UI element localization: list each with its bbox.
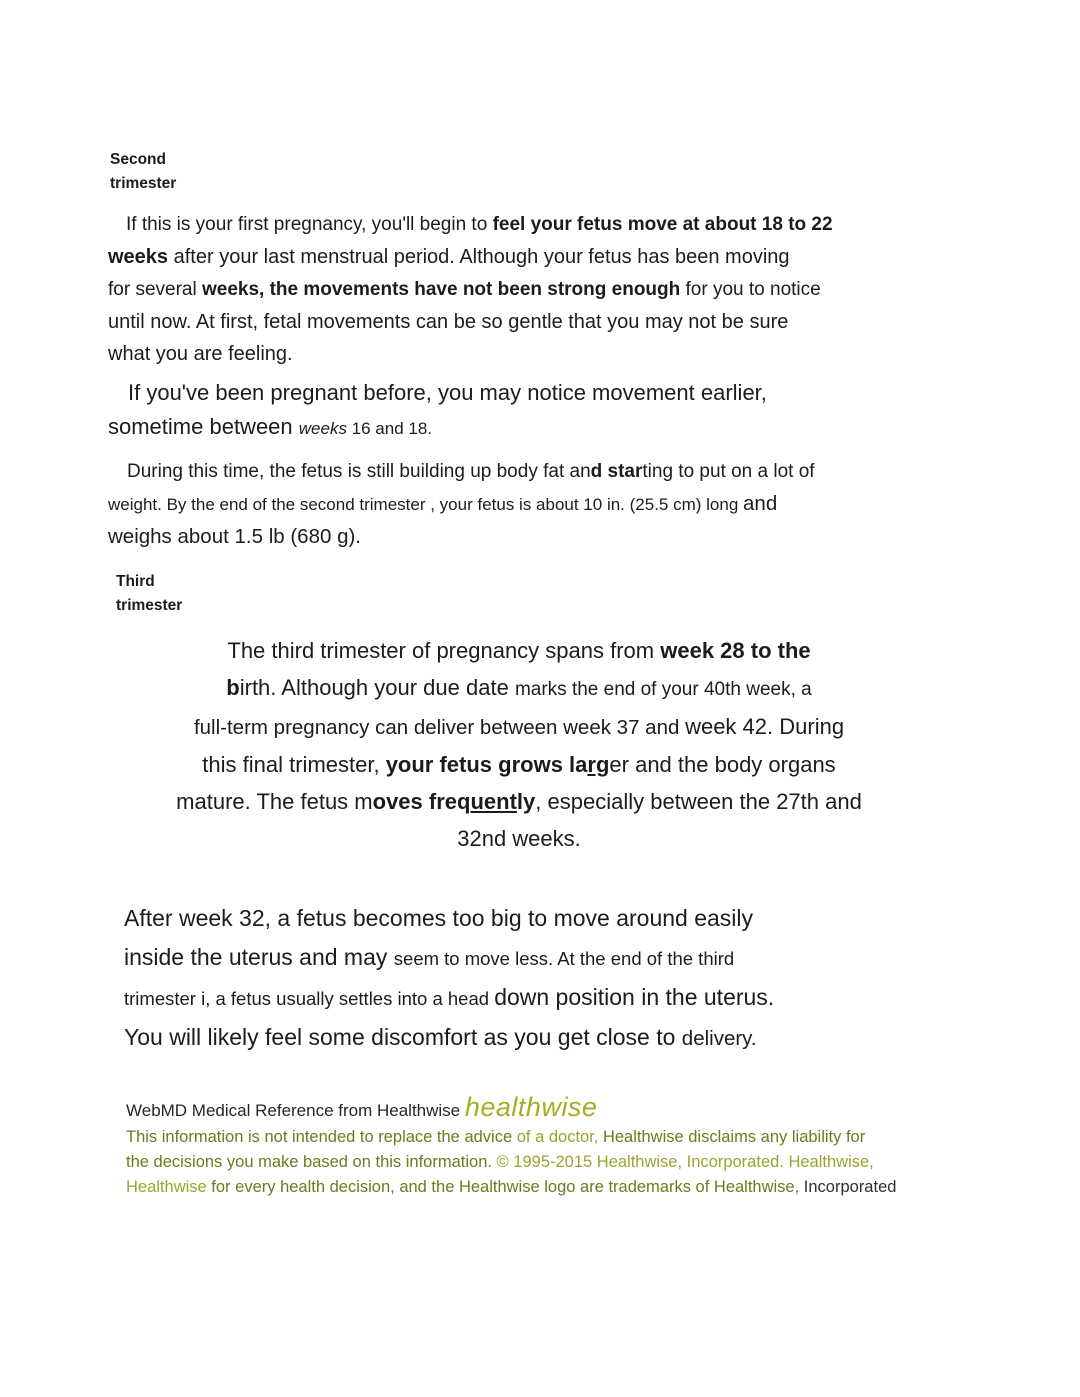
text-segment: If this is your first pregnancy, you'll begin to (126, 214, 493, 235)
text-line (116, 594, 958, 618)
text-segment: After week 32, a fetus becomes too big to move around easily (124, 905, 754, 931)
text-segment: Third (116, 573, 155, 590)
text-segment: for several (108, 279, 202, 300)
text-line (126, 1150, 958, 1175)
text-line (108, 241, 958, 273)
para-first-pregnancy-movement (108, 208, 958, 370)
text-line (108, 708, 930, 746)
text-segment: the decisions you make based on this information. (126, 1153, 497, 1171)
text-segment: this final trimester, (202, 752, 386, 777)
text-segment: sometime between (108, 414, 299, 439)
text-line (110, 148, 958, 172)
text-line (108, 521, 958, 554)
attribution-text: WebMD Medical Reference from Healthwise (126, 1101, 465, 1120)
text-segment: b (226, 675, 240, 700)
text-segment: 32nd weeks. (457, 826, 581, 851)
healthwise-logo: healthwise (464, 1092, 598, 1122)
text-line (108, 376, 958, 410)
heading-third-trimester (116, 570, 958, 618)
text-line (126, 1125, 958, 1150)
text-segment: seem to move less. At the end of the third (393, 948, 735, 969)
text-line (108, 306, 958, 338)
text-line (124, 1018, 958, 1058)
text-line (124, 899, 958, 938)
text-segment: d star (590, 461, 643, 482)
text-segment: and (743, 492, 778, 515)
text-segment: inside the uterus and may (124, 944, 394, 970)
text-segment: oves freq (372, 789, 471, 814)
text-segment: uent (470, 789, 517, 814)
text-segment: weighs about 1.5 lb (680 g). (108, 525, 361, 548)
text-line (124, 938, 958, 978)
text-segment: 16 and 18. (346, 419, 433, 438)
text-line (108, 488, 958, 521)
text-segment: after your last menstrual period. Although your fetus has been moving (168, 246, 790, 268)
text-line (126, 1175, 958, 1200)
text-segment: Healthwise (126, 1178, 212, 1196)
footer-attribution (126, 1092, 958, 1123)
document-body (108, 148, 958, 1200)
heading-second-trimester (110, 148, 958, 196)
text-segment: trimester (116, 597, 183, 614)
text-segment: This information is not intended to replace the advice (126, 1128, 517, 1146)
text-segment: trimester (110, 175, 177, 192)
text-line (108, 273, 958, 306)
text-segment: week 28 to the (660, 638, 811, 663)
text-segment: what you are feeling. (108, 343, 293, 365)
text-line (108, 669, 930, 708)
text-line (126, 1092, 958, 1123)
text-line (108, 783, 930, 820)
text-segment: week 42. During (685, 714, 845, 739)
text-segment: Incorporated (803, 1178, 897, 1196)
text-segment: © 1995-2015 Healthwise, Incorporated. Healthwise, (496, 1153, 874, 1171)
para-building-body-fat (108, 456, 958, 554)
text-segment: ting to put on a lot of (642, 461, 815, 482)
text-segment: , especially between the 27th and (535, 789, 862, 814)
text-segment: Healthwise disclaims any liability for (598, 1128, 866, 1146)
text-segment: full-term pregnancy can deliver between week 37 and (193, 716, 686, 739)
text-segment: weeks (108, 246, 169, 268)
text-segment: Second (110, 151, 166, 168)
text-segment: for you to notice (680, 279, 821, 300)
text-segment: of a doctor, (516, 1128, 599, 1146)
text-line (108, 820, 930, 857)
text-line (108, 410, 958, 446)
text-segment: trimester i, a fetus usually settles into a head (124, 988, 495, 1009)
text-segment: your fetus grows la (385, 752, 588, 777)
text-segment: feel your fetus move at about 18 to 22 (492, 214, 833, 235)
text-segment: You will likely feel some discomfort as you get close to (124, 1024, 682, 1050)
text-segment: marks the end of your 40th week, a (514, 679, 812, 700)
text-line (108, 632, 930, 669)
para-pregnant-before (108, 376, 958, 446)
text-segment: During this time, the fetus is still building up body fat an (127, 461, 591, 482)
text-segment: until now. At first, fetal movements can be so gentle that you may not be sure (108, 311, 789, 333)
text-segment: weeks, the movements have not been strong enough (201, 279, 681, 300)
text-line (116, 570, 958, 594)
text-segment: irth. Although your due date (239, 675, 515, 700)
text-segment: If you've been pregnant before, you may notice movement earlier, (128, 380, 767, 405)
text-line (108, 338, 958, 370)
text-segment: mature. The fetus m (176, 789, 373, 814)
text-segment: er and the body organs (609, 752, 836, 777)
text-segment: weeks (298, 419, 347, 438)
text-segment: down position in the uterus. (494, 984, 775, 1010)
para-third-trimester-span (108, 632, 930, 857)
text-line (110, 172, 958, 196)
text-segment: rg (587, 752, 610, 777)
text-segment: delivery. (681, 1027, 757, 1050)
text-line (108, 208, 958, 241)
para-after-week-32 (124, 899, 958, 1058)
text-segment: ly (516, 789, 536, 814)
footer-disclaimer (126, 1125, 958, 1200)
text-line (124, 978, 958, 1018)
text-line (108, 456, 958, 488)
text-segment: for every health decision, and the Healthwise logo are trademarks of Healthwise, (211, 1178, 804, 1196)
text-segment: The third trimester of pregnancy spans from (227, 638, 661, 663)
text-segment: weight. By the end of the second trimester , your fetus is about 10 in. (25.5 cm) long (108, 495, 744, 514)
text-line (108, 746, 930, 783)
